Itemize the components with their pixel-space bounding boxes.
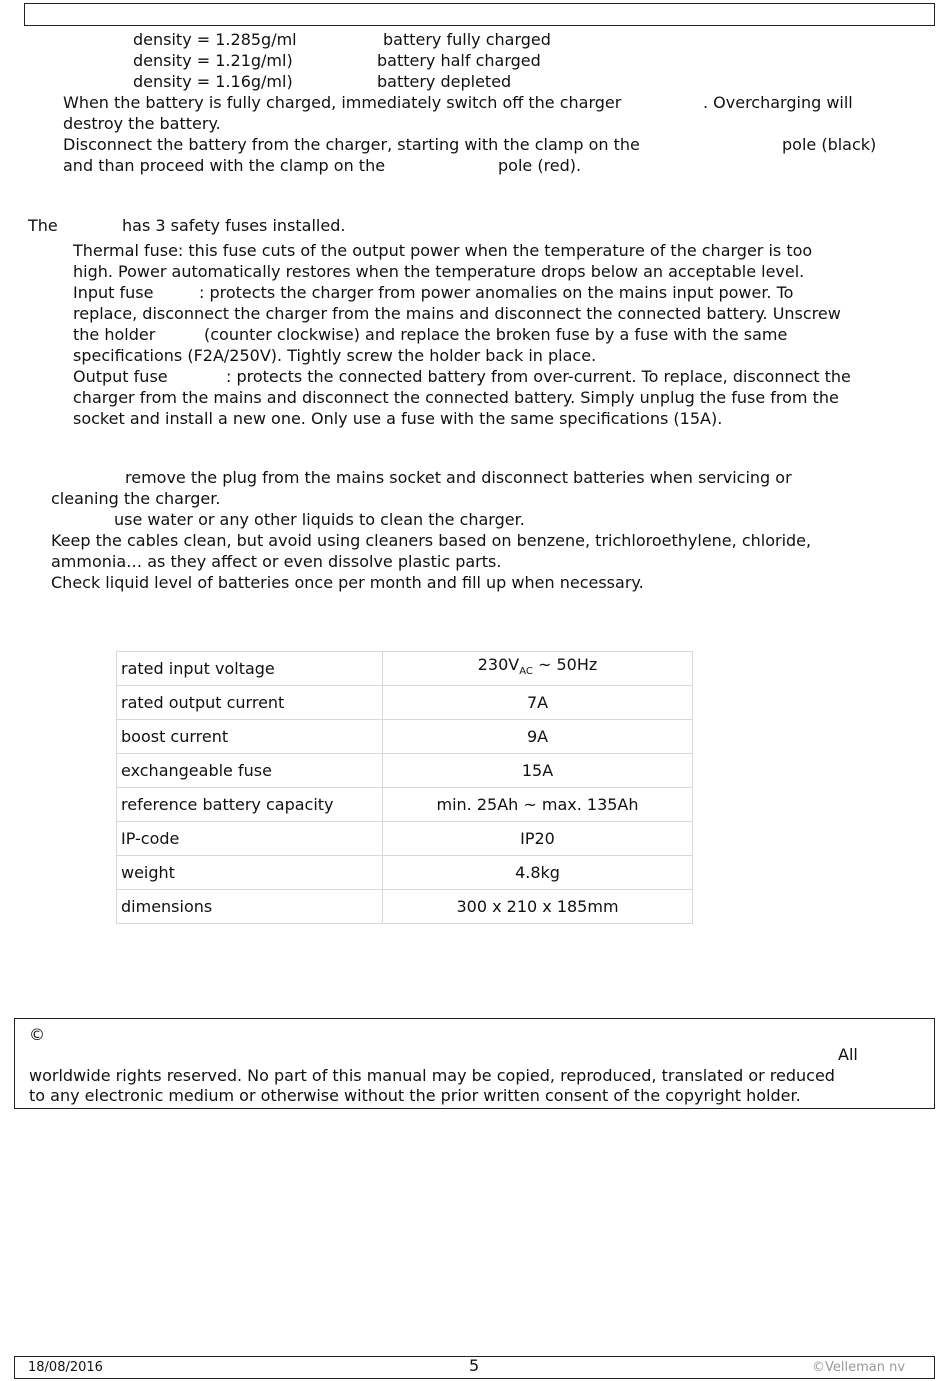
table-row <box>117 822 693 856</box>
charging-text: and than proceed with the clamp on the <box>63 156 386 175</box>
spec-label: rated input voltage <box>117 652 383 686</box>
copyright-symbol: © <box>29 1025 45 1044</box>
input-fuse-text: the holder <box>73 325 156 344</box>
fuses-intro: The <box>28 216 58 235</box>
density-depleted: density = 1.16g/ml) <box>133 72 293 91</box>
spec-label: exchangeable fuse <box>117 754 383 788</box>
table-row <box>117 652 693 686</box>
fuses-intro: has 3 safety fuses installed. <box>122 216 346 235</box>
density-full: density = 1.285g/ml <box>133 30 297 49</box>
thermal-fuse-text: Thermal fuse: this fuse cuts of the output power when the temperature of the charger is too <box>73 241 813 260</box>
spec-label: dimensions <box>117 890 383 924</box>
specifications-table <box>116 651 693 924</box>
spec-value: 9A <box>383 720 693 754</box>
input-fuse-text: replace, disconnect the charger from the mains and disconnect the connected battery. Unscrew <box>73 304 841 323</box>
thermal-fuse-text: high. Power automatically restores when the temperature drops below an acceptable level. <box>73 262 805 281</box>
table-row <box>117 788 693 822</box>
spec-label: boost current <box>117 720 383 754</box>
charging-text: pole (red). <box>498 156 582 175</box>
output-fuse-text: : protects the connected battery from over-current. To replace, disconnect the <box>226 367 851 386</box>
footer-brand: ©Velleman nv <box>812 1360 906 1375</box>
spec-label: rated output current <box>117 686 383 720</box>
spec-value: $230V_{AC}$ ~ 50Hz <box>383 652 693 686</box>
header-box <box>24 3 935 26</box>
charging-text: When the battery is fully charged, immediately switch off the charger <box>63 93 622 112</box>
maintenance-text: cleaning the charger. <box>51 489 221 508</box>
table-row <box>117 720 693 754</box>
spec-value: 7A <box>383 686 693 720</box>
output-fuse-text: socket and install a new one. Only use a fuse with the same specifications (15A). <box>73 409 723 428</box>
table-row <box>117 686 693 720</box>
charging-text: Disconnect the battery from the charger, starting with the clamp on the <box>63 135 640 154</box>
input-fuse-text: Input fuse <box>73 283 154 302</box>
spec-label: IP-code <box>117 822 383 856</box>
charging-text: . Overcharging will <box>703 93 853 112</box>
page-number: 5 <box>469 1356 480 1375</box>
input-fuse-text: specifications (F2A/250V). Tightly screw the holder back in place. <box>73 346 597 365</box>
maintenance-text: Check liquid level of batteries once per month and fill up when necessary. <box>51 573 644 592</box>
table-row <box>117 890 693 924</box>
maintenance-text: use water or any other liquids to clean the charger. <box>114 510 525 529</box>
spec-label: reference battery capacity <box>117 788 383 822</box>
charging-text: pole (black) <box>782 135 877 154</box>
table-row <box>117 754 693 788</box>
spec-label: weight <box>117 856 383 890</box>
output-fuse-text: Output fuse <box>73 367 168 386</box>
density-half: density = 1.21g/ml) <box>133 51 293 70</box>
spec-value: 4.8kg <box>383 856 693 890</box>
output-fuse-text: charger from the mains and disconnect the connected battery. Simply unplug the fuse from the <box>73 388 839 407</box>
spec-value: min. 25Ah ~ max. 135Ah <box>383 788 693 822</box>
table-row <box>117 856 693 890</box>
spec-value: 300 x 210 x 185mm <box>383 890 693 924</box>
copyright-text: worldwide rights reserved. No part of this manual may be copied, reproduced, translated or reduced <box>29 1066 835 1085</box>
state-half: battery half charged <box>377 51 541 70</box>
spec-value: IP20 <box>383 822 693 856</box>
input-fuse-text: : protects the charger from power anomalies on the mains input power. To <box>199 283 794 302</box>
copyright-text: to any electronic medium or otherwise without the prior written consent of the copyright holder. <box>29 1086 801 1105</box>
maintenance-text: ammonia… as they affect or even dissolve plastic parts. <box>51 552 502 571</box>
maintenance-text: Keep the cables clean, but avoid using cleaners based on benzene, trichloroethylene, chloride, <box>51 531 812 550</box>
footer-date: 18/08/2016 <box>28 1360 103 1375</box>
spec-value: 15A <box>383 754 693 788</box>
input-fuse-text: (counter clockwise) and replace the broken fuse by a fuse with the same <box>204 325 788 344</box>
state-depleted: battery depleted <box>377 72 512 91</box>
charging-text: destroy the battery. <box>63 114 221 133</box>
maintenance-text: remove the plug from the mains socket and disconnect batteries when servicing or <box>125 468 792 487</box>
copyright-text: All <box>838 1045 858 1064</box>
state-full: battery fully charged <box>383 30 551 49</box>
